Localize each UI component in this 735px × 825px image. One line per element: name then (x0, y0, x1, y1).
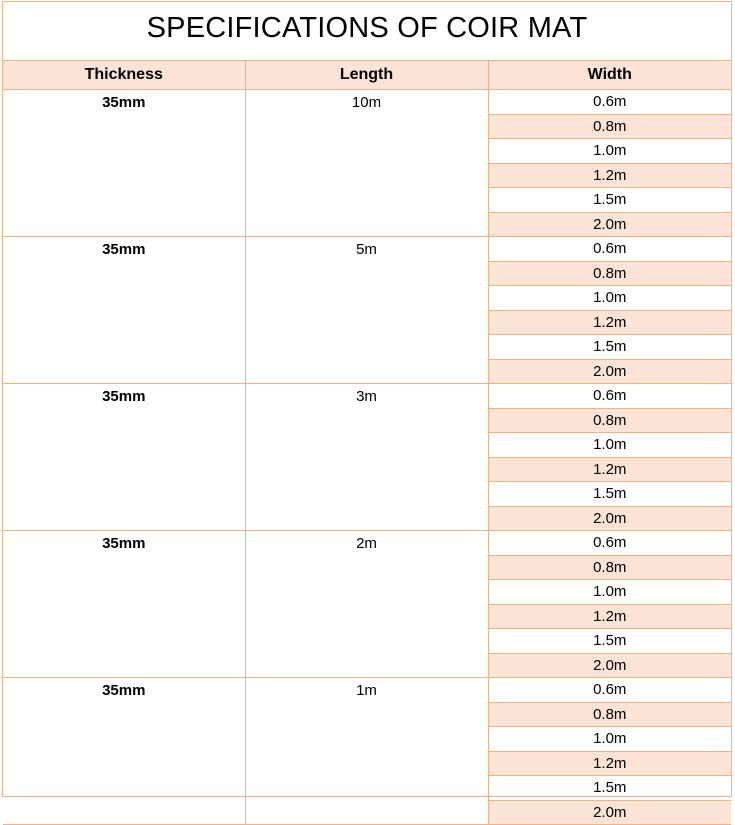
width-cell: 2.0m (488, 506, 731, 531)
table-row (3, 531, 731, 556)
width-cell: 0.6m (488, 678, 731, 703)
width-cell: 1.2m (488, 310, 731, 335)
spec-table (3, 61, 731, 825)
width-cell: 2.0m (488, 653, 731, 678)
thickness-cell: 35mm (3, 90, 245, 237)
width-cell: 0.8m (488, 114, 731, 139)
width-cell: 0.8m (488, 702, 731, 727)
width-cell: 0.6m (488, 90, 731, 115)
thickness-cell: 35mm (3, 531, 245, 678)
width-cell: 1.2m (488, 604, 731, 629)
width-cell: 0.6m (488, 531, 731, 556)
table-row (3, 384, 731, 409)
width-cell: 2.0m (488, 212, 731, 237)
length-cell: 5m (245, 237, 488, 384)
width-cell: 2.0m (488, 800, 731, 825)
length-cell: 10m (245, 90, 488, 237)
header-thickness: Thickness (3, 61, 245, 90)
width-cell: 1.0m (488, 727, 731, 752)
width-cell: 1.5m (488, 482, 731, 507)
table-row (3, 237, 731, 262)
width-cell: 1.0m (488, 139, 731, 164)
page-title: SPECIFICATIONS OF COIR MAT (3, 2, 731, 61)
width-cell: 1.5m (488, 335, 731, 360)
width-cell: 2.0m (488, 359, 731, 384)
length-cell: 1m (245, 678, 488, 825)
width-cell: 1.0m (488, 580, 731, 605)
table-body (3, 90, 731, 825)
width-cell: 1.5m (488, 629, 731, 654)
width-cell: 0.8m (488, 261, 731, 286)
thickness-cell: 35mm (3, 237, 245, 384)
thickness-cell: 35mm (3, 678, 245, 825)
width-cell: 1.2m (488, 457, 731, 482)
width-cell: 1.0m (488, 286, 731, 311)
width-cell: 1.0m (488, 433, 731, 458)
width-cell: 0.8m (488, 408, 731, 433)
width-cell: 1.2m (488, 751, 731, 776)
header-length: Length (245, 61, 488, 90)
width-cell: 1.2m (488, 163, 731, 188)
header-width: Width (488, 61, 731, 90)
width-cell: 0.6m (488, 384, 731, 409)
width-cell: 0.6m (488, 237, 731, 262)
table-row (3, 678, 731, 703)
length-cell: 3m (245, 384, 488, 531)
spec-sheet (2, 1, 732, 821)
table-row (3, 90, 731, 115)
table-header-row (3, 61, 731, 90)
width-cell: 1.5m (488, 776, 731, 801)
width-cell: 0.8m (488, 555, 731, 580)
width-cell: 1.5m (488, 188, 731, 213)
length-cell: 2m (245, 531, 488, 678)
thickness-cell: 35mm (3, 384, 245, 531)
